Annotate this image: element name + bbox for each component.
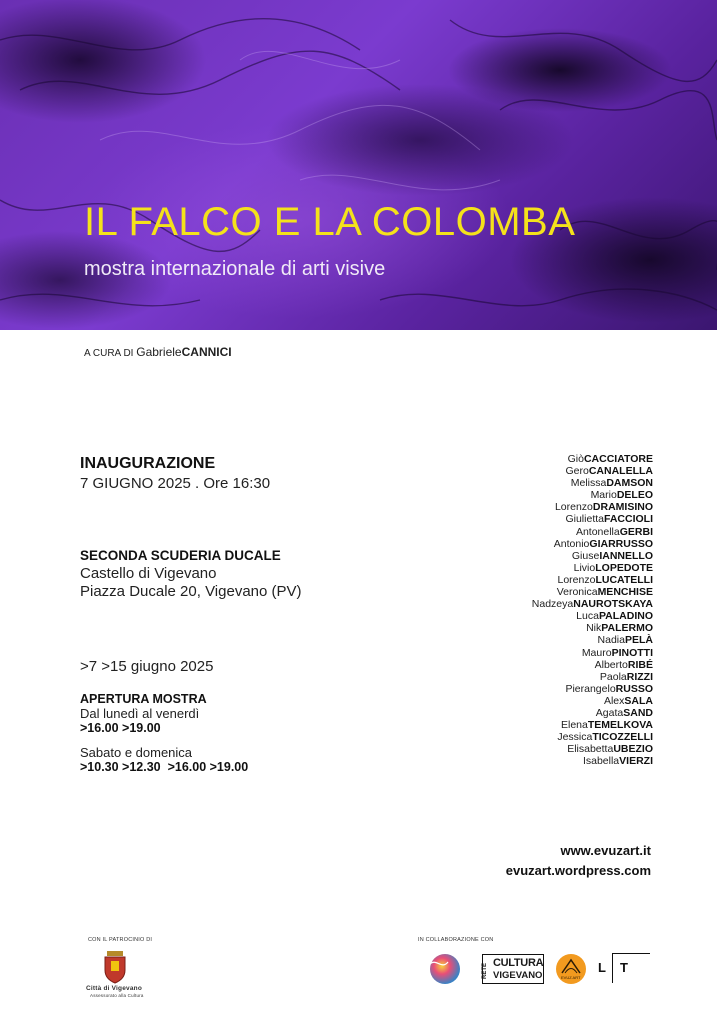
city-name: Città di Vigevano — [86, 985, 143, 992]
patronage-label: CON IL PATROCINIO DI — [88, 937, 153, 943]
artist-first-name: Paola — [599, 670, 627, 683]
artist-item — [532, 707, 653, 719]
curator-given-name: Gabriele — [136, 345, 182, 359]
evuz-art-logo — [555, 953, 587, 985]
artist-item — [532, 622, 653, 634]
artist-first-name: Antonella — [575, 525, 620, 538]
rete-cultura-logo — [482, 954, 544, 984]
artist-first-name: Jessica — [557, 731, 593, 744]
artist-first-name: Luca — [576, 610, 599, 623]
artist-first-name: Isabella — [582, 755, 620, 768]
artist-item — [532, 586, 653, 598]
artist-last-name: IANNELLO — [599, 549, 653, 562]
artist-first-name: Alberto — [594, 658, 628, 671]
weekend-label: Sabato e domenica — [80, 745, 193, 760]
artist-first-name: Mario — [590, 489, 617, 502]
rete-vigevano-word: VIGEVANO — [493, 970, 543, 981]
artist-last-name: DRAMISINO — [592, 501, 653, 514]
artist-last-name: PELÀ — [624, 634, 653, 647]
lt-divider — [612, 953, 613, 983]
lt-logo-right: T — [620, 960, 628, 975]
city-crest-icon — [100, 950, 130, 984]
artist-item — [532, 501, 653, 513]
exhibition-subtitle: mostra internazionale di arti visive — [84, 258, 386, 280]
artist-first-name: Antonio — [553, 537, 590, 550]
artist-last-name: FACCIOLI — [604, 513, 653, 526]
artist-first-name: Giuse — [571, 549, 600, 562]
artist-first-name: Nadia — [597, 634, 625, 647]
artist-first-name: Livio — [573, 561, 596, 574]
artist-first-name: Veronica — [556, 586, 598, 599]
artist-last-name: DAMSON — [606, 477, 653, 490]
artist-item — [532, 743, 653, 755]
opening-hours-label: APERTURA MOSTRA — [80, 692, 207, 706]
artist-item — [532, 683, 653, 695]
rete-cultura-word: CULTURA — [493, 957, 544, 969]
opening-section — [80, 455, 270, 492]
artist-last-name: UBEZIO — [613, 743, 653, 756]
artist-first-name: Giò — [567, 453, 584, 465]
artist-item — [532, 695, 653, 707]
artist-first-name: Mauro — [581, 646, 612, 659]
artist-last-name: RUSSO — [615, 682, 653, 695]
artist-last-name: DELEO — [616, 489, 653, 502]
hours-section — [80, 692, 248, 774]
blog-link[interactable]: evuzart.wordpress.com — [505, 863, 651, 878]
artist-item — [532, 574, 653, 586]
artist-item — [532, 538, 653, 550]
artist-last-name: SAND — [623, 706, 653, 719]
artist-item — [532, 719, 653, 731]
artist-item — [532, 453, 653, 465]
artist-item — [532, 610, 653, 622]
artist-first-name: Elisabetta — [567, 743, 614, 756]
artist-last-name: RIBÉ — [627, 658, 653, 671]
lt-logo — [598, 953, 650, 983]
lt-logo-left: L — [598, 960, 606, 975]
artist-item — [532, 634, 653, 646]
artist-item — [532, 465, 653, 477]
artist-first-name: Lorenzo — [557, 573, 596, 586]
artist-last-name: LOPEDOTE — [595, 561, 653, 574]
artist-list — [532, 453, 653, 767]
evuz-art-label: EVUZ ART — [561, 975, 581, 980]
lt-top-rule — [612, 953, 650, 954]
artist-item — [532, 671, 653, 683]
collaboration-label: IN COLLABORAZIONE CON — [418, 937, 494, 943]
artist-last-name: PALADINO — [598, 610, 653, 623]
weekend-hours: >10.30 >12.30 >16.00 >19.00 — [80, 760, 249, 774]
artist-item — [532, 755, 653, 767]
date-range: >7 >15 giugno 2025 — [80, 658, 214, 675]
artist-first-name: Alex — [603, 694, 625, 707]
artist-first-name: Pierangelo — [565, 682, 616, 695]
artist-item — [532, 477, 653, 489]
artist-first-name: Melissa — [570, 477, 607, 490]
artist-last-name: LUCATELLI — [595, 573, 653, 586]
weekdays-hours: >16.00 >19.00 — [80, 721, 161, 735]
artist-last-name: GERBI — [619, 525, 653, 538]
artist-last-name: VIERZI — [619, 755, 653, 768]
artist-last-name: RIZZI — [626, 670, 653, 683]
artist-item — [532, 647, 653, 659]
hero-banner — [0, 0, 717, 330]
dates-section — [80, 658, 213, 675]
space-logo-icon — [428, 952, 462, 986]
opening-date: 7 GIUGNO 2025 . Ore 16:30 — [80, 475, 271, 492]
rete-word: RETE — [482, 962, 488, 979]
artist-item — [532, 513, 653, 525]
venue-name: SECONDA SCUDERIA DUCALE — [80, 548, 281, 563]
artist-item — [532, 598, 653, 610]
artist-last-name: GIARRUSSO — [589, 537, 653, 550]
artist-first-name: Elena — [561, 719, 588, 732]
artist-first-name: Giulietta — [565, 513, 604, 526]
artist-first-name: Nadzeya — [531, 598, 574, 611]
artist-item — [532, 526, 653, 538]
artist-last-name: CANALELLA — [588, 465, 653, 478]
venue-section — [80, 548, 302, 600]
artist-last-name: SALA — [624, 694, 653, 707]
website-link[interactable]: www.evuzart.it — [560, 843, 651, 858]
exhibition-title: IL FALCO E LA COLOMBA — [84, 200, 576, 244]
artist-last-name: PINOTTI — [611, 646, 653, 659]
venue-place: Castello di Vigevano — [80, 565, 217, 582]
city-department: Assessorato alla Cultura — [90, 993, 144, 998]
artist-first-name: Agata — [595, 706, 624, 719]
artist-first-name: Nik — [586, 622, 602, 635]
artist-last-name: CACCIATORE — [583, 453, 653, 465]
artist-first-name: Lorenzo — [554, 501, 593, 514]
artist-last-name: NAUROTSKAYA — [573, 598, 653, 611]
artist-last-name: MENCHISE — [597, 586, 653, 599]
artist-item — [532, 489, 653, 501]
artist-item — [532, 562, 653, 574]
artist-last-name: PALERMO — [601, 622, 653, 635]
artist-item — [532, 659, 653, 671]
artist-last-name: TEMELKOVA — [587, 719, 653, 732]
opening-heading: INAUGURAZIONE — [80, 455, 216, 472]
curator-surname: CANNICI — [181, 345, 232, 359]
artist-item — [532, 550, 653, 562]
weekdays-label: Dal lunedì al venerdì — [80, 706, 200, 721]
artist-last-name: TICOZZELLI — [592, 731, 653, 744]
artist-first-name: Gero — [565, 465, 589, 478]
curator-prefix: A CURA DI — [84, 348, 134, 359]
curator-line — [84, 345, 232, 359]
artist-item — [532, 731, 653, 743]
venue-address: Piazza Ducale 20, Vigevano (PV) — [80, 583, 302, 600]
